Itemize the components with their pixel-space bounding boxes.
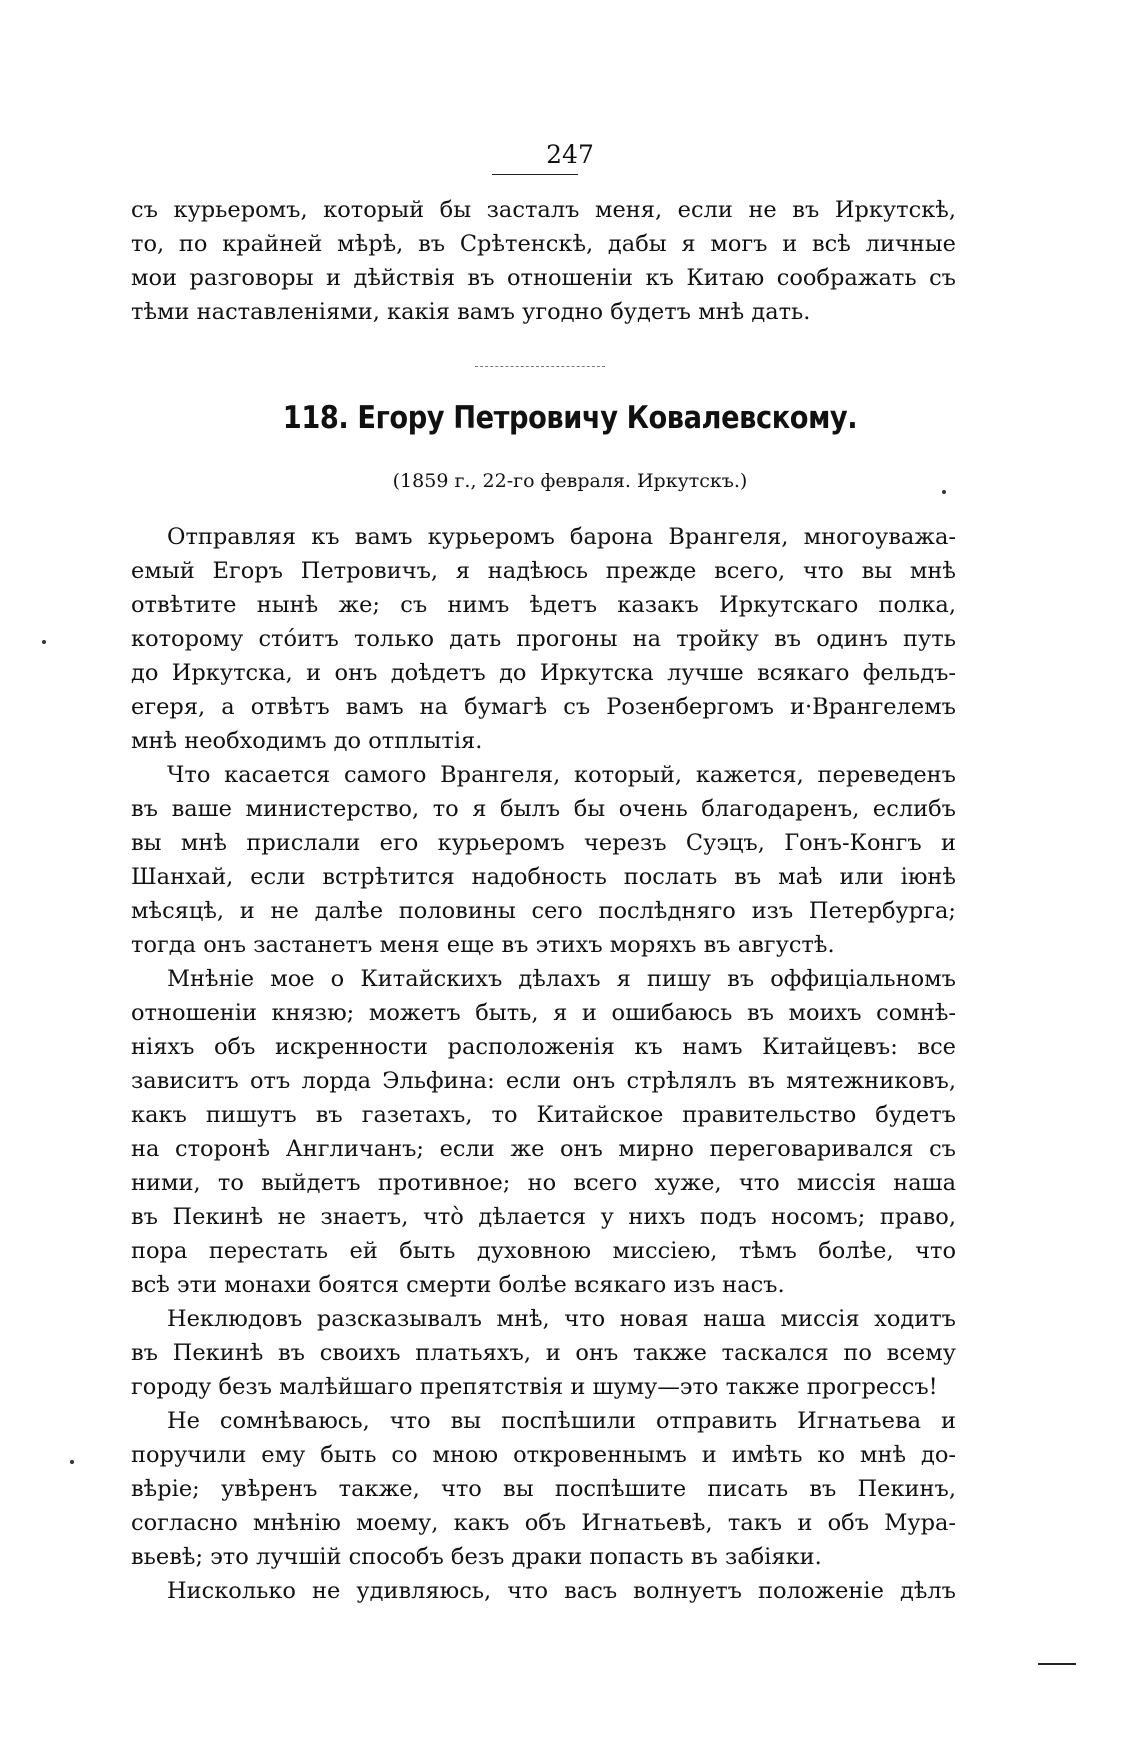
letter-heading: 118. Егору Петровичу Ковалевскому. [282,400,858,436]
text-line: вы мнѣ прислали его курьеромъ черезъ Суэцъ, Гонъ-Конгъ и [131,830,956,856]
text-line: Нисколько не удивляюсь, что васъ волнуетъ положеніе дѣлъ [167,1578,956,1604]
text-line: Неклюдовъ разсказывалъ мнѣ, что новая наша миссія ходитъ [167,1306,956,1332]
text-line: всѣ эти монахи боятся смерти болѣе всякаго изъ насъ. [131,1272,785,1298]
text-line: Что касается самого Врангеля, который, кажется, переведенъ [167,762,956,788]
text-line: въ ваше министерство, то я былъ бы очень благодаренъ, еслибъ [131,796,956,822]
section-separator [475,366,605,367]
margin-mark [70,1460,74,1464]
text-line: егеря, а отвѣтъ вамъ на бумагѣ съ Розенбергомъ и·Врангелемъ [131,694,956,720]
page-number: 247 [546,140,594,169]
text-line: пора перестать ей быть духовною миссіею, тѣмъ болѣе, что [131,1238,956,1264]
text-line: вьевѣ; это лучшій способъ безъ драки попасть въ забіяки. [131,1544,822,1570]
text-line: которому стóитъ только дать прогоны на тройку въ одинъ путь [131,626,956,652]
margin-mark [942,490,946,494]
text-line: ніяхъ объ искренности расположенія къ намъ Китайцевъ: все [131,1034,956,1060]
letter-date: (1859 г., 22-го февраля. Иркутскъ.) [392,470,748,492]
text-line: Отправляя къ вамъ курьеромъ барона Врангеля, многоуважа- [167,524,956,550]
letter-body [131,520,956,1608]
text-line: какъ пишутъ въ газетахъ, то Китайское правительство будетъ [131,1102,956,1128]
text-line: въ Пекинѣ въ своихъ платьяхъ, и онъ также таскался по всему [131,1340,956,1366]
text-line: мѣсяцѣ, и не далѣе половины сего послѣдняго изъ Петербурга; [131,898,956,924]
text-line: мои разговоры и дѣйствія въ отношеніи къ Китаю соображать съ [131,265,956,291]
text-line: зависитъ отъ лорда Эльфина: если онъ стрѣлялъ въ мятежниковъ, [131,1068,956,1094]
text-line: на сторонѣ Англичанъ; если же онъ мирно переговаривался съ [131,1136,956,1162]
margin-rule [1038,1663,1076,1665]
continued-paragraph [131,193,956,329]
text-line: Шанхай, если встрѣтится надобность послать въ маѣ или іюнѣ [131,864,956,890]
margin-mark [42,640,46,644]
page-number-rule [492,174,578,175]
text-line: ними, то выйдетъ противное; но всего хуже, что миссія наша [131,1170,956,1196]
text-line: Мнѣніе мое о Китайскихъ дѣлахъ я пишу въ оффиціальномъ [167,966,956,992]
text-line: то, по крайней мѣрѣ, въ Срѣтенскѣ, дабы я могъ и всѣ личные [131,231,956,257]
text-line: съ курьеромъ, который бы засталъ меня, если не въ Иркутскѣ, [131,197,956,223]
text-line: тогда онъ застанетъ меня еще въ этихъ моряхъ въ августѣ. [131,932,835,958]
text-line: согласно мнѣнію моему, какъ объ Игнатьевѣ, такъ и объ Мура- [131,1510,956,1536]
text-line: поручили ему быть со мною откровеннымъ и имѣть ко мнѣ до- [131,1442,956,1468]
text-line: вѣріе; увѣренъ также, что вы поспѣшите писать въ Пекинъ, [131,1476,956,1502]
text-line: Не сомнѣваюсь, что вы поспѣшили отправить Игнатьева и [167,1408,956,1434]
text-line: городу безъ малѣйшаго препятствія и шуму—это также прогрессъ! [131,1374,938,1400]
text-line: въ Пекинѣ не знаетъ, что̀ дѣлается у нихъ подъ носомъ; право, [131,1204,956,1230]
text-line: мнѣ необходимъ до отплытія. [131,728,483,754]
text-line: отношеніи князю; можетъ быть, я и ошибаюсь въ моихъ сомнѣ- [131,1000,956,1026]
text-line: до Иркутска, и онъ доѣдетъ до Иркутска лучше всякаго фельдъ- [131,660,956,686]
text-line: тѣми наставленіями, какія вамъ угодно будетъ мнѣ дать. [131,299,811,325]
text-line: отвѣтите нынѣ же; съ нимъ ѣдетъ казакъ Иркутскаго полка, [131,592,956,618]
text-line: емый Егоръ Петровичъ, я надѣюсь прежде всего, что вы мнѣ [131,558,956,584]
